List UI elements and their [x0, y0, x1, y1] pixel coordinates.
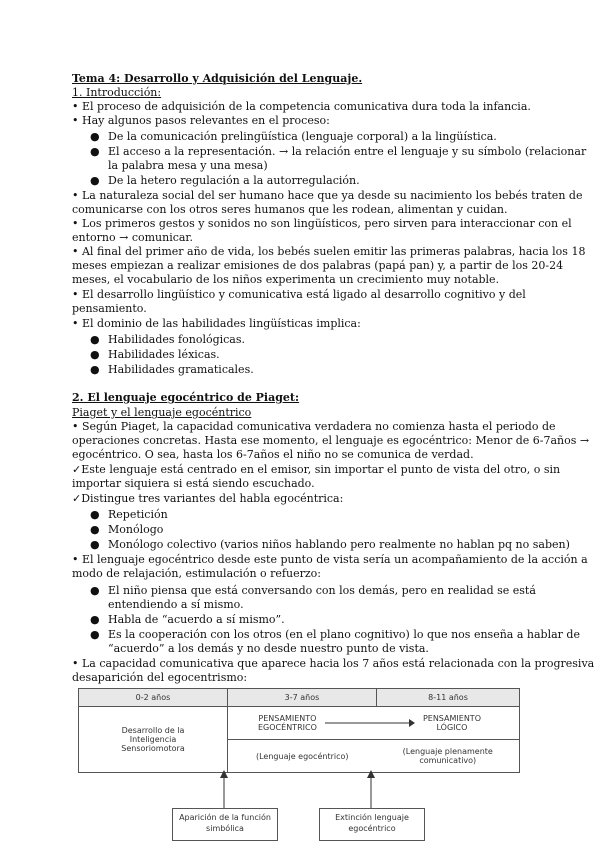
up-arrow-icon — [220, 770, 228, 808]
cell-line: Sensoriomotora — [121, 744, 185, 753]
box-line: simbólica — [206, 824, 244, 833]
text-line: • Según Piaget, la capacidad comunicativa verdadera no comienza hasta el periodo de — [72, 420, 556, 433]
text-line: egocéntrico. O sea, hasta los 6-7años el niño no se comunica de verdad. — [72, 448, 474, 461]
egocentric-thought — [258, 714, 317, 732]
text-line: • Los primeros gestos y sonidos no son lingüísticos, pero sirven para interaccionar con el — [72, 217, 572, 230]
text-line: • Hay algunos pasos relevantes en el proceso: — [72, 114, 330, 127]
extinction-box — [319, 808, 425, 841]
text-line: meses empiezan a realizar emisiones de dos palabras (papá pan) y, a partir de los 20-24 — [72, 259, 564, 272]
text-line: modo de relajación, estimulación o refuerzo: — [72, 567, 321, 580]
list-item: Monólogo colectivo (varios niños hablando pero realmente no hablan pq no saben) — [108, 538, 570, 551]
bullet-icon: ● — [90, 333, 100, 346]
stage-header-0-2: 0-2 años — [79, 689, 228, 707]
cell-line: Inteligencia — [129, 735, 177, 744]
cell-line: PENSAMIENTO — [258, 714, 317, 723]
section-1-heading: 1. Introducción: — [72, 86, 162, 99]
list-item: De la comunicación prelingüística (lenguaje corporal) a la lingüística. — [108, 130, 497, 143]
text-line: meses, el vocabulario de los niños experimenta un crecimiento muy notable. — [72, 273, 500, 286]
cell-line: LÓGICO — [436, 723, 468, 732]
egocentric-language-cell: (Lenguaje egocéntrico) — [228, 740, 377, 773]
cell-line: (Lenguaje plenamente — [402, 747, 493, 756]
up-arrow-icon — [367, 770, 375, 808]
bullet-icon: ● — [90, 363, 100, 376]
list-item: De la hetero regulación a la autorregulación. — [108, 174, 360, 187]
text-line: ✓Este lenguaje está centrado en el emisor, sin importar el punto de vista del otro, o sin — [72, 463, 561, 476]
box-line: Aparición de la función — [179, 813, 271, 822]
text-line: entorno → comunicar. — [72, 231, 193, 244]
list-item: entendiendo a sí mismo. — [108, 598, 244, 611]
bullet-icon: ● — [90, 348, 100, 361]
text-line: pensamiento. — [72, 302, 147, 315]
text-line: operaciones concretas. Hasta ese momento, el lenguaje es egocéntrico: Menor de 6-7años → — [72, 434, 590, 447]
doc-title: Tema 4: Desarrollo y Adquisición del Lenguaje. — [72, 72, 363, 85]
list-item: “acuerdo” a los demás y no desde nuestro punto de vista. — [108, 642, 429, 655]
section-2-subheading: Piaget y el lenguaje egocéntrico — [72, 406, 252, 419]
list-item: Habilidades léxicas. — [108, 348, 220, 361]
communicative-language-cell — [377, 740, 520, 773]
text-line: • La naturaleza social del ser humano hace que ya desde su nacimiento los bebés traten de — [72, 189, 583, 202]
text-line: • El dominio de las habilidades lingüísticas implica: — [72, 317, 361, 330]
list-item: Habilidades fonológicas. — [108, 333, 246, 346]
text-line: comunicarse con los otros seres humanos que les rodean, alimentan y cuidan. — [72, 203, 508, 216]
stage-diagram — [78, 688, 520, 773]
thought-row — [228, 707, 520, 740]
section-2-heading: 2. El lenguaje egocéntrico de Piaget: — [72, 391, 300, 404]
bullet-icon: ● — [90, 613, 100, 626]
right-arrow-icon — [325, 718, 415, 728]
bullet-icon: ● — [90, 628, 100, 641]
list-item: Repetición — [108, 508, 168, 521]
box-line: egocéntrico — [348, 824, 396, 833]
text-line: importar siquiera si está siendo escuchado. — [72, 477, 315, 490]
bullet-icon: ● — [90, 584, 100, 597]
sensoriomotor-cell — [79, 707, 228, 773]
list-item: Monólogo — [108, 523, 164, 536]
list-item: El acceso a la representación. → la relación entre el lenguaje y su símbolo (relacionar — [108, 145, 587, 158]
text-line: • El lenguaje egocéntrico desde este punto de vista sería un acompañamiento de la acción a — [72, 553, 588, 566]
list-item: Habilidades gramaticales. — [108, 363, 254, 376]
bullet-icon: ● — [90, 130, 100, 143]
list-item: Habla de “acuerdo a sí mismo”. — [108, 613, 285, 626]
box-line: Extinción lenguaje — [335, 813, 409, 822]
diagram-arrows — [0, 770, 600, 810]
text-line: ✓Distingue tres variantes del habla egocéntrica: — [72, 492, 344, 505]
symbolic-function-box — [172, 808, 278, 841]
logical-thought — [423, 714, 481, 732]
cell-line: comunicativo) — [419, 756, 477, 765]
bullet-icon: ● — [90, 145, 100, 158]
list-item: Es la cooperación con los otros (en el plano cognitivo) lo que nos enseña a hablar de — [108, 628, 580, 641]
bullet-icon: ● — [90, 508, 100, 521]
text-line: • La capacidad comunicativa que aparece hacia los 7 años está relacionada con la progresiva — [72, 657, 595, 670]
list-item: El niño piensa que está conversando con los demás, pero en realidad se está — [108, 584, 536, 597]
text-line: • Al final del primer año de vida, los bebés suelen emitir las primeras palabras, hacia los 18 — [72, 245, 586, 258]
bullet-icon: ● — [90, 538, 100, 551]
bullet-icon: ● — [90, 174, 100, 187]
list-item: la palabra mesa y una mesa) — [108, 159, 268, 172]
text-line: • El desarrollo lingüístico y comunicativa está ligado al desarrollo cognitivo y del — [72, 288, 526, 301]
cell-line: PENSAMIENTO — [422, 714, 481, 723]
stage-header-8-11: 8-11 años — [377, 689, 520, 707]
stage-header-3-7: 3-7 años — [228, 689, 377, 707]
bullet-icon: ● — [90, 523, 100, 536]
text-line: desaparición del egocentrismo: — [72, 671, 248, 684]
text-line: • El proceso de adquisición de la competencia comunicativa dura toda la infancia. — [72, 100, 531, 113]
cell-line: Desarrollo de la — [121, 726, 185, 735]
cell-line: EGOCÉNTRICO — [258, 723, 317, 732]
